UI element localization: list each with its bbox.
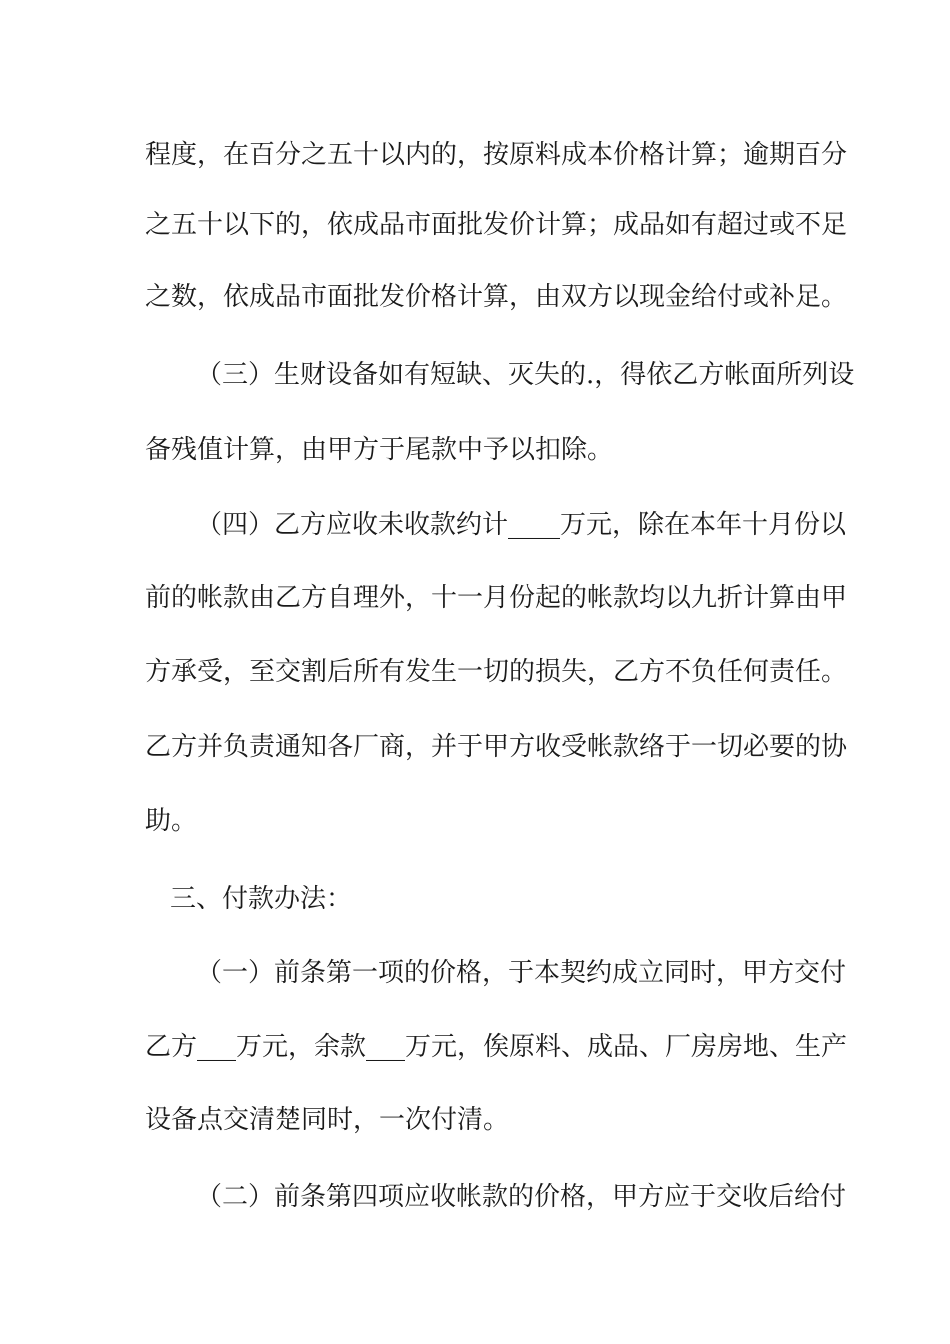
text-line-9: 乙方并负责通知各厂商，并于甲方收受帐款络于一切必要的协 [145,732,848,762]
text-line-12: （一）前条第一项的价格，于本契约成立同时，甲方交付 [196,958,847,988]
section-heading-payment: 三、付款办法： [170,884,353,914]
text-line-15: （二）前条第四项应收帐款的价格，甲方应于交收后给付 [196,1182,847,1212]
text-line-13: 乙方___万元，余款___万元，俟原料、成品、厂房房地、生产 [145,1032,848,1062]
text-line-14: 设备点交清楚同时，一次付清。 [145,1105,510,1135]
text-line-8: 方承受，至交割后所有发生一切的损失，乙方不负任何责任。 [145,657,848,687]
text-line-3: 之数，依成品市面批发价格计算，由双方以现金给付或补足。 [145,282,848,312]
text-line-10: 助。 [145,806,198,836]
text-line-4: （三）生财设备如有短缺、灭失的.，得依乙方帐面所列设 [196,360,855,390]
text-line-6: （四）乙方应收未收款约计____万元，除在本年十月份以 [196,510,847,540]
text-line-2: 之五十以下的，依成品市面批发价计算；成品如有超过或不足 [145,210,848,240]
text-line-1: 程度，在百分之五十以内的，按原料成本价格计算；逾期百分 [145,140,848,170]
text-line-7: 前的帐款由乙方自理外，十一月份起的帐款均以九折计算由甲 [145,583,848,613]
text-line-5: 备残值计算，由甲方于尾款中予以扣除。 [145,435,614,465]
